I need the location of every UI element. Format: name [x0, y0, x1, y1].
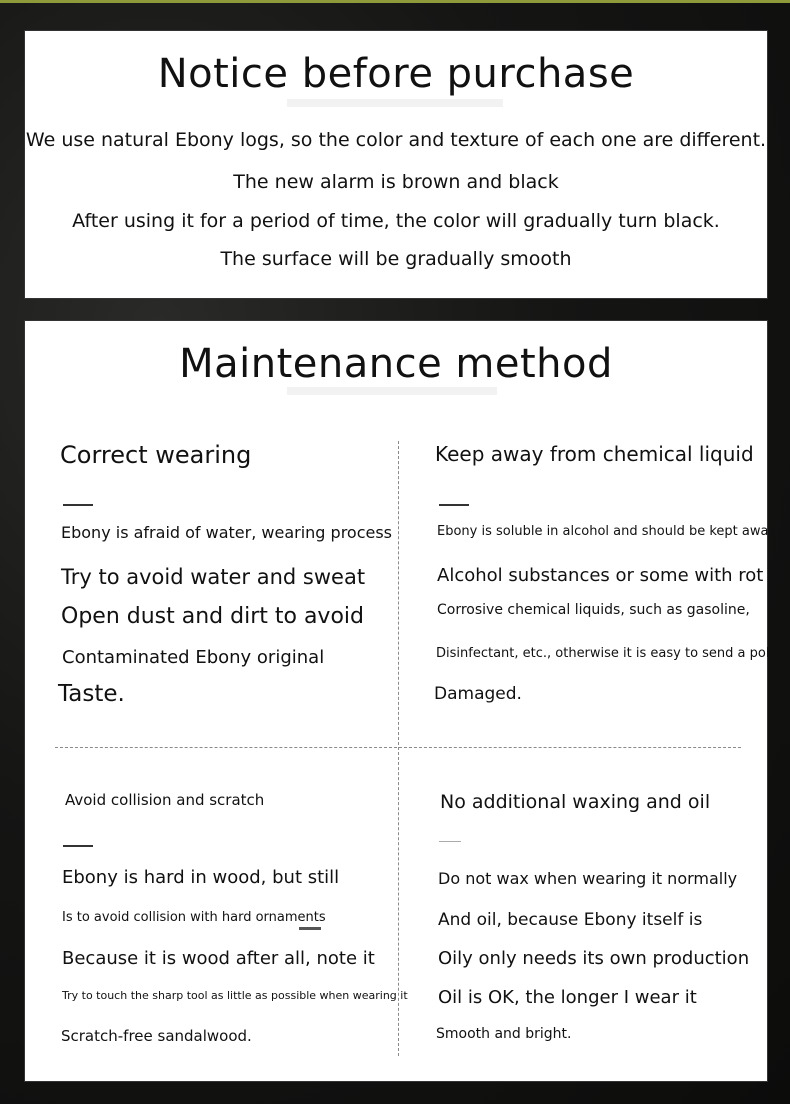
section-line: Oily only needs its own production [438, 948, 750, 969]
maintenance-panel [24, 320, 789, 1082]
section-heading: Avoid collision and scratch [65, 791, 265, 809]
section-line: Ebony is soluble in alcohol and should be kept away [437, 524, 777, 539]
decorative-mark [299, 927, 321, 930]
heading-dash [439, 841, 461, 842]
section-line: Corrosive chemical liquids, such as gasoline, [437, 602, 750, 618]
section-line: Damaged. [434, 684, 522, 704]
section-line: Is to avoid collision with hard ornaments [62, 910, 326, 925]
section-line: Try to avoid water and sweat [61, 565, 366, 589]
horizontal-divider [55, 747, 741, 748]
heading-dash [63, 504, 93, 506]
section-heading: Correct wearing [60, 441, 252, 469]
section-line: Try to touch the sharp tool as little as possible when wearing it [62, 989, 408, 1002]
section-heading: Keep away from chemical liquid [435, 442, 754, 466]
section-line: Because it is wood after all, note it [62, 948, 375, 969]
maintenance-title: Maintenance method [179, 341, 613, 387]
notice-line: The surface will be gradually smooth [220, 248, 572, 270]
section-heading: No additional waxing and oil [440, 791, 711, 813]
title-underline-shadow [287, 99, 503, 107]
section-line: Alcohol substances or some with rot [437, 565, 764, 586]
section-line: Disinfectant, etc., otherwise it is easy to send a police [436, 646, 789, 661]
section-line: Smooth and bright. [436, 1026, 572, 1042]
notice-line: We use natural Ebony logs, so the color and texture of each one are different. [25, 129, 767, 151]
top-accent-line [0, 0, 790, 3]
section-line: Oil is OK, the longer I wear it [438, 987, 697, 1008]
vertical-divider [398, 441, 399, 1056]
notice-panel [24, 30, 768, 299]
notice-line: The new alarm is brown and black [233, 171, 559, 193]
notice-title: Notice before purchase [157, 51, 635, 97]
section-line: Scratch-free sandalwood. [61, 1027, 252, 1045]
heading-dash [63, 845, 93, 847]
title-underline-shadow [287, 387, 497, 395]
notice-line: After using it for a period of time, the color will gradually turn black. [72, 210, 720, 232]
section-line: Ebony is hard in wood, but still [62, 867, 340, 888]
heading-dash [439, 504, 469, 506]
section-line: And oil, because Ebony itself is [438, 910, 703, 930]
section-line: Contaminated Ebony original [62, 647, 325, 668]
section-line: Open dust and dirt to avoid [61, 604, 364, 629]
section-line: Ebony is afraid of water, wearing process [61, 523, 393, 542]
section-line: Do not wax when wearing it normally [438, 869, 738, 888]
section-line: Taste. [58, 681, 125, 707]
